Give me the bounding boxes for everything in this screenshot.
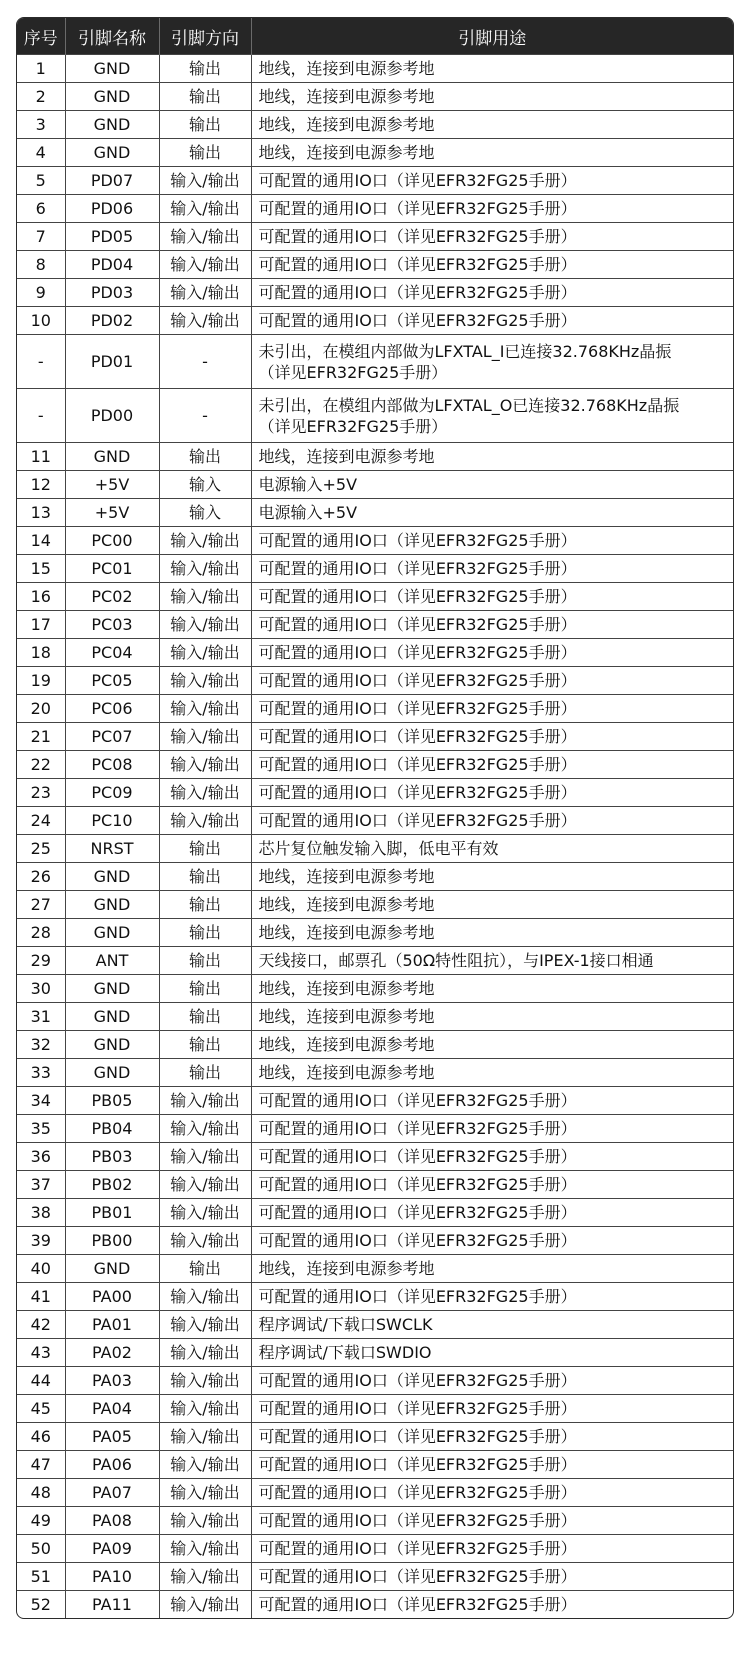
pin-name-cell: PB05 [65, 1087, 159, 1115]
pin-name-cell: +5V [65, 499, 159, 527]
index-cell: 16 [17, 583, 65, 611]
index-cell: 8 [17, 251, 65, 279]
index-cell: 1 [17, 55, 65, 83]
pin-name-cell: GND [65, 919, 159, 947]
pin-direction-cell: 输入/输出 [159, 583, 251, 611]
table-row [17, 975, 733, 1003]
pin-direction-cell: 输入/输出 [159, 1311, 251, 1339]
table-row [17, 947, 733, 975]
pin-name-cell: GND [65, 891, 159, 919]
pin-purpose-cell: 地线，连接到电源参考地 [251, 891, 733, 919]
table-row [17, 1031, 733, 1059]
pin-direction-cell: 输入/输出 [159, 667, 251, 695]
table-row [17, 1171, 733, 1199]
table-row [17, 1423, 733, 1451]
pin-direction-cell: 输入/输出 [159, 1535, 251, 1563]
pin-name-cell: GND [65, 863, 159, 891]
pin-direction-cell: 输入/输出 [159, 223, 251, 251]
pin-name-cell: ANT [65, 947, 159, 975]
pin-direction-cell: 输入/输出 [159, 1115, 251, 1143]
index-cell: 5 [17, 167, 65, 195]
pin-purpose-cell: 可配置的通用IO口（详见EFR32FG25手册） [251, 1479, 733, 1507]
pin-purpose-cell: 可配置的通用IO口（详见EFR32FG25手册） [251, 611, 733, 639]
pin-name-cell: GND [65, 111, 159, 139]
pin-name-cell: PD00 [65, 389, 159, 443]
table-row [17, 1479, 733, 1507]
index-cell: 36 [17, 1143, 65, 1171]
pin-purpose-cell: 可配置的通用IO口（详见EFR32FG25手册） [251, 1395, 733, 1423]
table-row [17, 1087, 733, 1115]
pin-purpose-cell: 天线接口，邮票孔（50Ω特性阻抗），与IPEX-1接口相通 [251, 947, 733, 975]
index-cell: 17 [17, 611, 65, 639]
pin-name-cell: +5V [65, 471, 159, 499]
table-row [17, 779, 733, 807]
table-row [17, 1143, 733, 1171]
pin-name-cell: PC08 [65, 751, 159, 779]
table-row [17, 1227, 733, 1255]
pin-name-cell: PB02 [65, 1171, 159, 1199]
index-cell: 18 [17, 639, 65, 667]
pin-purpose-cell: 地线，连接到电源参考地 [251, 919, 733, 947]
pin-purpose-cell: 可配置的通用IO口（详见EFR32FG25手册） [251, 1563, 733, 1591]
pin-name-cell: PA04 [65, 1395, 159, 1423]
index-cell: 44 [17, 1367, 65, 1395]
pin-name-cell: PD04 [65, 251, 159, 279]
table-row [17, 1367, 733, 1395]
pin-direction-cell: 输入/输出 [159, 751, 251, 779]
index-cell: 37 [17, 1171, 65, 1199]
pin-name-cell: GND [65, 1059, 159, 1087]
table-row [17, 1199, 733, 1227]
pin-purpose-cell: 地线，连接到电源参考地 [251, 975, 733, 1003]
index-cell: 34 [17, 1087, 65, 1115]
index-cell: 40 [17, 1255, 65, 1283]
pin-purpose-cell: 地线，连接到电源参考地 [251, 863, 733, 891]
pin-purpose-cell: 可配置的通用IO口（详见EFR32FG25手册） [251, 639, 733, 667]
pin-direction-cell: 输出 [159, 83, 251, 111]
pin-definition-table [17, 18, 733, 1618]
table-row [17, 139, 733, 167]
pin-purpose-cell: 可配置的通用IO口（详见EFR32FG25手册） [251, 279, 733, 307]
pin-direction-cell: 输入/输出 [159, 251, 251, 279]
table-header [17, 18, 733, 55]
pin-name-cell: PB04 [65, 1115, 159, 1143]
pin-purpose-cell: 程序调试/下载口SWCLK [251, 1311, 733, 1339]
pin-direction-cell: 输入/输出 [159, 1507, 251, 1535]
pin-name-cell: PB01 [65, 1199, 159, 1227]
index-cell: 33 [17, 1059, 65, 1087]
pin-name-cell: PA05 [65, 1423, 159, 1451]
pin-purpose-cell: 可配置的通用IO口（详见EFR32FG25手册） [251, 1115, 733, 1143]
table-row [17, 1535, 733, 1563]
index-cell: 39 [17, 1227, 65, 1255]
pin-purpose-cell: 可配置的通用IO口（详见EFR32FG25手册） [251, 1171, 733, 1199]
pin-direction-cell: 输入/输出 [159, 779, 251, 807]
pin-purpose-cell: 可配置的通用IO口（详见EFR32FG25手册） [251, 307, 733, 335]
pin-purpose-cell: 地线，连接到电源参考地 [251, 1255, 733, 1283]
table-row [17, 307, 733, 335]
pin-name-cell: GND [65, 1255, 159, 1283]
pin-name-cell: GND [65, 83, 159, 111]
index-cell: 52 [17, 1591, 65, 1619]
pin-name-cell: PC06 [65, 695, 159, 723]
table-row [17, 195, 733, 223]
index-cell: 43 [17, 1339, 65, 1367]
pin-direction-cell: - [159, 335, 251, 389]
pin-name-cell: PA11 [65, 1591, 159, 1619]
index-cell: 31 [17, 1003, 65, 1031]
table-row [17, 499, 733, 527]
index-cell: 9 [17, 279, 65, 307]
pin-direction-cell: 输出 [159, 835, 251, 863]
pin-purpose-cell: 电源输入+5V [251, 471, 733, 499]
table-row [17, 695, 733, 723]
table-row [17, 1339, 733, 1367]
pin-direction-cell: 输入/输出 [159, 1171, 251, 1199]
table-row [17, 223, 733, 251]
table-row [17, 1059, 733, 1087]
index-cell: 41 [17, 1283, 65, 1311]
pin-purpose-cell: 芯片复位触发输入脚，低电平有效 [251, 835, 733, 863]
pin-name-cell: GND [65, 1031, 159, 1059]
pin-name-cell: PA10 [65, 1563, 159, 1591]
pin-name-cell: PA03 [65, 1367, 159, 1395]
index-cell: 45 [17, 1395, 65, 1423]
index-cell: 35 [17, 1115, 65, 1143]
header-pin-purpose: 引脚用途 [251, 18, 733, 55]
pin-purpose-cell: 可配置的通用IO口（详见EFR32FG25手册） [251, 807, 733, 835]
table-row [17, 751, 733, 779]
pin-purpose-cell: 可配置的通用IO口（详见EFR32FG25手册） [251, 1423, 733, 1451]
table-row [17, 807, 733, 835]
pin-purpose-cell [251, 335, 733, 389]
pin-purpose-note: （详见EFR32FG25手册） [258, 362, 448, 382]
index-cell: 22 [17, 751, 65, 779]
index-cell: - [17, 389, 65, 443]
index-cell: 24 [17, 807, 65, 835]
index-cell: 15 [17, 555, 65, 583]
pin-purpose-cell: 电源输入+5V [251, 499, 733, 527]
table-row [17, 1591, 733, 1619]
pin-direction-cell: 输入/输出 [159, 695, 251, 723]
index-cell: 6 [17, 195, 65, 223]
pin-name-cell: PD03 [65, 279, 159, 307]
index-cell: 42 [17, 1311, 65, 1339]
pin-direction-cell: 输出 [159, 863, 251, 891]
pin-purpose-cell: 可配置的通用IO口（详见EFR32FG25手册） [251, 555, 733, 583]
pin-direction-cell: 输入/输出 [159, 1591, 251, 1619]
index-cell: 20 [17, 695, 65, 723]
pin-direction-cell: 输入/输出 [159, 1395, 251, 1423]
pin-purpose-cell: 可配置的通用IO口（详见EFR32FG25手册） [251, 223, 733, 251]
index-cell: 28 [17, 919, 65, 947]
index-cell: 4 [17, 139, 65, 167]
index-cell: 26 [17, 863, 65, 891]
pin-direction-cell: 输出 [159, 947, 251, 975]
table-row [17, 1115, 733, 1143]
pin-purpose-cell: 可配置的通用IO口（详见EFR32FG25手册） [251, 1143, 733, 1171]
pin-direction-cell: 输出 [159, 1059, 251, 1087]
pin-name-cell: PA01 [65, 1311, 159, 1339]
pin-name-cell: PC03 [65, 611, 159, 639]
pin-direction-cell: - [159, 389, 251, 443]
pin-purpose-cell: 地线，连接到电源参考地 [251, 1031, 733, 1059]
index-cell: 32 [17, 1031, 65, 1059]
pin-direction-cell: 输入/输出 [159, 1451, 251, 1479]
pin-table-container [16, 17, 734, 1619]
pin-purpose-cell: 地线，连接到电源参考地 [251, 443, 733, 471]
table-row [17, 335, 733, 389]
index-cell: 11 [17, 443, 65, 471]
table-row [17, 1451, 733, 1479]
pin-direction-cell: 输入/输出 [159, 1227, 251, 1255]
pin-name-cell: GND [65, 55, 159, 83]
index-cell: 47 [17, 1451, 65, 1479]
pin-purpose-cell: 可配置的通用IO口（详见EFR32FG25手册） [251, 195, 733, 223]
pin-name-cell: PB00 [65, 1227, 159, 1255]
pin-direction-cell: 输入/输出 [159, 1563, 251, 1591]
pin-purpose-cell: 可配置的通用IO口（详见EFR32FG25手册） [251, 251, 733, 279]
pin-purpose-cell [251, 389, 733, 443]
index-cell: 13 [17, 499, 65, 527]
pin-purpose-cell: 可配置的通用IO口（详见EFR32FG25手册） [251, 1367, 733, 1395]
pin-name-cell: NRST [65, 835, 159, 863]
header-index: 序号 [17, 18, 65, 55]
pin-purpose-cell: 地线，连接到电源参考地 [251, 83, 733, 111]
table-row [17, 863, 733, 891]
pin-purpose-cell: 地线，连接到电源参考地 [251, 1059, 733, 1087]
pin-direction-cell: 输入/输出 [159, 1087, 251, 1115]
pin-name-cell: PD06 [65, 195, 159, 223]
pin-direction-cell: 输入/输出 [159, 723, 251, 751]
index-cell: 46 [17, 1423, 65, 1451]
pin-name-cell: PA00 [65, 1283, 159, 1311]
table-row [17, 111, 733, 139]
pin-direction-cell: 输出 [159, 55, 251, 83]
pin-direction-cell: 输入/输出 [159, 1199, 251, 1227]
pin-direction-cell: 输入/输出 [159, 555, 251, 583]
pin-purpose-cell: 程序调试/下载口SWDIO [251, 1339, 733, 1367]
pin-direction-cell: 输出 [159, 975, 251, 1003]
index-cell: 50 [17, 1535, 65, 1563]
table-row [17, 723, 733, 751]
pin-direction-cell: 输入/输出 [159, 279, 251, 307]
pin-direction-cell: 输入 [159, 471, 251, 499]
index-cell: - [17, 335, 65, 389]
index-cell: 49 [17, 1507, 65, 1535]
table-row [17, 83, 733, 111]
pin-purpose-cell: 可配置的通用IO口（详见EFR32FG25手册） [251, 1451, 733, 1479]
index-cell: 29 [17, 947, 65, 975]
header-pin-direction: 引脚方向 [159, 18, 251, 55]
pin-purpose-cell: 可配置的通用IO口（详见EFR32FG25手册） [251, 723, 733, 751]
pin-purpose-cell: 地线，连接到电源参考地 [251, 55, 733, 83]
table-row [17, 835, 733, 863]
index-cell: 12 [17, 471, 65, 499]
index-cell: 2 [17, 83, 65, 111]
pin-direction-cell: 输出 [159, 443, 251, 471]
pin-name-cell: PD07 [65, 167, 159, 195]
pin-direction-cell: 输入/输出 [159, 1283, 251, 1311]
pin-direction-cell: 输出 [159, 1255, 251, 1283]
table-row [17, 667, 733, 695]
pin-direction-cell: 输出 [159, 111, 251, 139]
table-row [17, 55, 733, 83]
pin-purpose-cell: 可配置的通用IO口（详见EFR32FG25手册） [251, 583, 733, 611]
table-row [17, 1395, 733, 1423]
table-body [17, 55, 733, 1619]
pin-purpose-cell: 可配置的通用IO口（详见EFR32FG25手册） [251, 1087, 733, 1115]
pin-purpose-cell: 可配置的通用IO口（详见EFR32FG25手册） [251, 695, 733, 723]
pin-name-cell: PB03 [65, 1143, 159, 1171]
table-row [17, 1003, 733, 1031]
pin-direction-cell: 输入/输出 [159, 167, 251, 195]
index-cell: 30 [17, 975, 65, 1003]
pin-name-cell: PA06 [65, 1451, 159, 1479]
table-row [17, 279, 733, 307]
pin-direction-cell: 输入/输出 [159, 1339, 251, 1367]
pin-direction-cell: 输出 [159, 139, 251, 167]
pin-name-cell: PC00 [65, 527, 159, 555]
pin-purpose-cell: 可配置的通用IO口（详见EFR32FG25手册） [251, 779, 733, 807]
pin-purpose-cell: 可配置的通用IO口（详见EFR32FG25手册） [251, 167, 733, 195]
pin-name-cell: PC04 [65, 639, 159, 667]
table-row [17, 1507, 733, 1535]
index-cell: 14 [17, 527, 65, 555]
pin-purpose-cell: 可配置的通用IO口（详见EFR32FG25手册） [251, 527, 733, 555]
pin-purpose-cell: 可配置的通用IO口（详见EFR32FG25手册） [251, 1199, 733, 1227]
index-cell: 23 [17, 779, 65, 807]
index-cell: 7 [17, 223, 65, 251]
table-row [17, 1283, 733, 1311]
pin-direction-cell: 输出 [159, 1003, 251, 1031]
table-row [17, 891, 733, 919]
table-row [17, 611, 733, 639]
pin-purpose-cell: 地线，连接到电源参考地 [251, 111, 733, 139]
index-cell: 48 [17, 1479, 65, 1507]
pin-purpose-cell: 可配置的通用IO口（详见EFR32FG25手册） [251, 751, 733, 779]
pin-purpose-note: （详见EFR32FG25手册） [258, 416, 448, 436]
pin-direction-cell: 输入 [159, 499, 251, 527]
pin-purpose-cell: 可配置的通用IO口（详见EFR32FG25手册） [251, 1535, 733, 1563]
table-row [17, 167, 733, 195]
pin-direction-cell: 输入/输出 [159, 639, 251, 667]
pin-purpose-line: 未引出，在模组内部做为LFXTAL_O已连接32.768KHz晶振 [258, 395, 680, 415]
pin-direction-cell: 输出 [159, 891, 251, 919]
table-row [17, 919, 733, 947]
pin-purpose-cell: 可配置的通用IO口（详见EFR32FG25手册） [251, 667, 733, 695]
index-cell: 27 [17, 891, 65, 919]
pin-name-cell: PD02 [65, 307, 159, 335]
pin-direction-cell: 输入/输出 [159, 807, 251, 835]
pin-name-cell: PC07 [65, 723, 159, 751]
index-cell: 51 [17, 1563, 65, 1591]
pin-direction-cell: 输入/输出 [159, 307, 251, 335]
index-cell: 19 [17, 667, 65, 695]
pin-direction-cell: 输出 [159, 1031, 251, 1059]
index-cell: 3 [17, 111, 65, 139]
pin-direction-cell: 输入/输出 [159, 1367, 251, 1395]
table-row [17, 1563, 733, 1591]
index-cell: 21 [17, 723, 65, 751]
pin-direction-cell: 输入/输出 [159, 611, 251, 639]
pin-name-cell: PA08 [65, 1507, 159, 1535]
table-row [17, 389, 733, 443]
pin-name-cell: PA09 [65, 1535, 159, 1563]
pin-direction-cell: 输入/输出 [159, 1479, 251, 1507]
pin-name-cell: GND [65, 139, 159, 167]
pin-name-cell: GND [65, 443, 159, 471]
index-cell: 10 [17, 307, 65, 335]
table-row [17, 583, 733, 611]
table-row [17, 471, 733, 499]
pin-purpose-cell: 可配置的通用IO口（详见EFR32FG25手册） [251, 1507, 733, 1535]
index-cell: 25 [17, 835, 65, 863]
pin-direction-cell: 输入/输出 [159, 1143, 251, 1171]
table-row [17, 555, 733, 583]
header-row [17, 18, 733, 55]
pin-purpose-cell: 可配置的通用IO口（详见EFR32FG25手册） [251, 1227, 733, 1255]
pin-direction-cell: 输入/输出 [159, 527, 251, 555]
pin-name-cell: PC05 [65, 667, 159, 695]
pin-name-cell: PC02 [65, 583, 159, 611]
pin-purpose-cell: 可配置的通用IO口（详见EFR32FG25手册） [251, 1283, 733, 1311]
table-row [17, 1311, 733, 1339]
pin-purpose-cell: 地线，连接到电源参考地 [251, 1003, 733, 1031]
index-cell: 38 [17, 1199, 65, 1227]
pin-name-cell: PC09 [65, 779, 159, 807]
pin-direction-cell: 输入/输出 [159, 195, 251, 223]
pin-name-cell: PA02 [65, 1339, 159, 1367]
pin-name-cell: PD05 [65, 223, 159, 251]
pin-name-cell: PC01 [65, 555, 159, 583]
pin-name-cell: GND [65, 1003, 159, 1031]
pin-direction-cell: 输入/输出 [159, 1423, 251, 1451]
pin-purpose-line: 未引出，在模组内部做为LFXTAL_I已连接32.768KHz晶振 [258, 341, 672, 361]
pin-name-cell: GND [65, 975, 159, 1003]
table-row [17, 1255, 733, 1283]
pin-purpose-cell: 可配置的通用IO口（详见EFR32FG25手册） [251, 1591, 733, 1619]
pin-name-cell: PA07 [65, 1479, 159, 1507]
table-row [17, 639, 733, 667]
table-row [17, 443, 733, 471]
pin-name-cell: PD01 [65, 335, 159, 389]
pin-direction-cell: 输出 [159, 919, 251, 947]
pin-purpose-cell: 地线，连接到电源参考地 [251, 139, 733, 167]
table-row [17, 527, 733, 555]
pin-name-cell: PC10 [65, 807, 159, 835]
table-row [17, 251, 733, 279]
header-pin-name: 引脚名称 [65, 18, 159, 55]
